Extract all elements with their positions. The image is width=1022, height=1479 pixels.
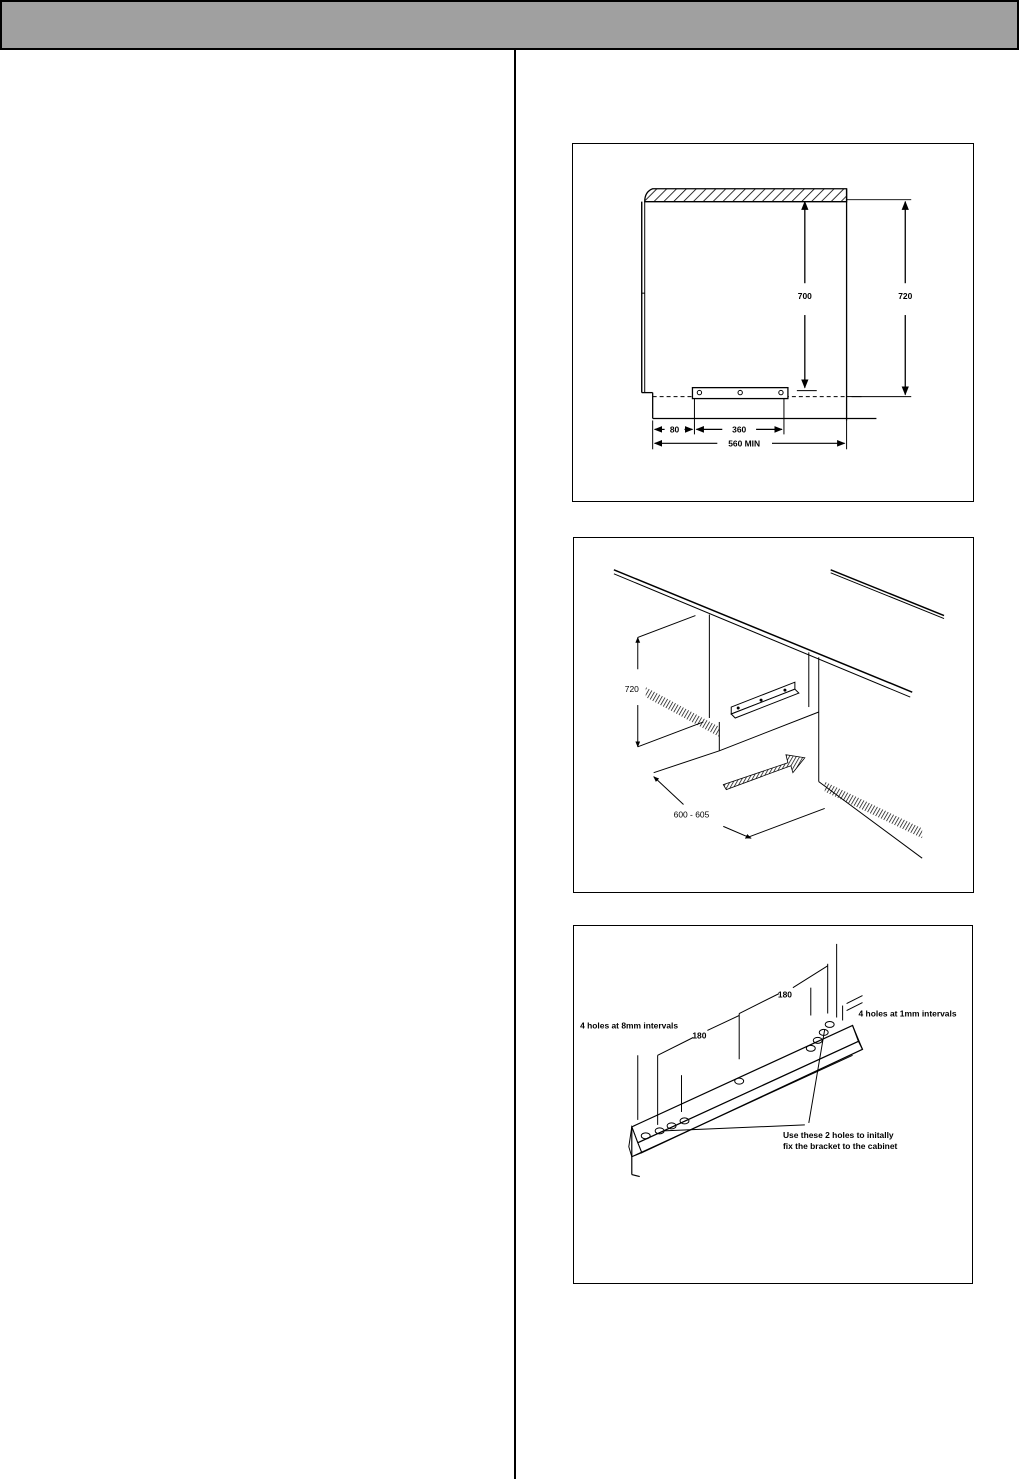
figure-cabinet-opening: [573, 537, 974, 893]
dim-720-label: 720: [624, 684, 639, 695]
cabinet-opening-diagram: [574, 538, 973, 892]
dim-600-label: 600 - 605: [673, 809, 710, 820]
dim-360-label: 360: [732, 424, 747, 435]
bracket-detail-diagram: [574, 926, 972, 1283]
header-bar: [0, 0, 1019, 50]
dim-700-label: 700: [797, 291, 812, 302]
note-left-holes: 4 holes at 8mm intervals: [580, 1020, 679, 1031]
note-fix-line2: fix the bracket to the cabinet: [782, 1140, 898, 1151]
figure-cabinet-side-view: [572, 143, 974, 502]
dim-560-label: 560 MIN: [728, 438, 761, 449]
note-right-holes: 4 holes at 1mm intervals: [858, 1008, 957, 1019]
dim-80-label: 80: [669, 424, 680, 435]
dim-180-top-label: 180: [777, 989, 792, 1000]
dim-180-left-label: 180: [692, 1030, 707, 1041]
column-divider: [514, 50, 516, 1479]
figure-bracket-detail: [573, 925, 973, 1284]
dim-720-label: 720: [898, 291, 913, 302]
note-fix-line1: Use these 2 holes to initally: [782, 1129, 894, 1140]
cabinet-side-diagram: [573, 144, 973, 501]
worktop-hatched: [645, 189, 847, 202]
bracket: [692, 388, 787, 399]
